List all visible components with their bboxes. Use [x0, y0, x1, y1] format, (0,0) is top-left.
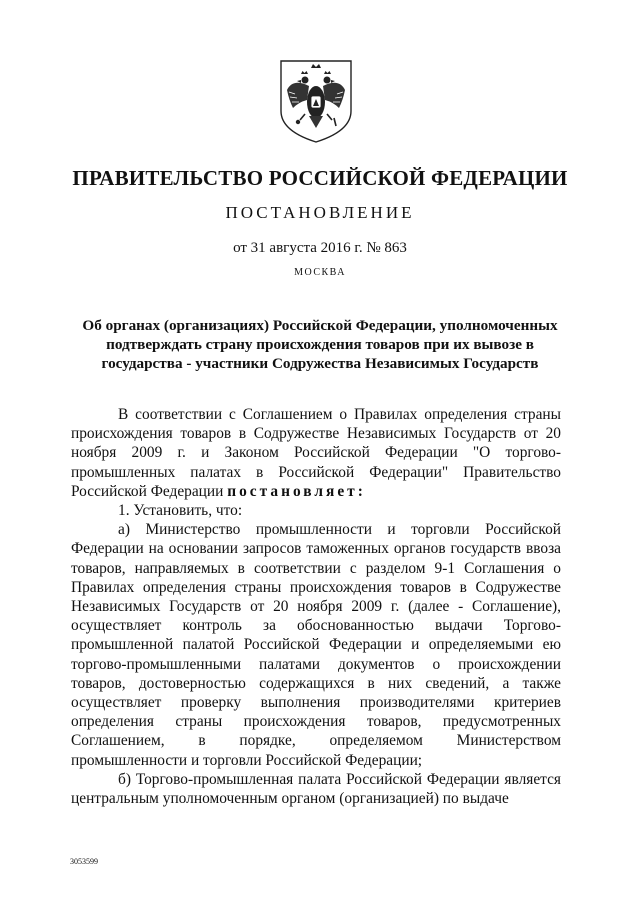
document-code: 3053599	[70, 857, 98, 866]
document-type: ПОСТАНОВЛЕНИЕ	[225, 203, 415, 222]
date-and-number: от 31 августа 2016 г. № 863	[233, 240, 407, 256]
resolves-word: постановляет:	[227, 482, 366, 500]
city: МОСКВА	[294, 267, 346, 278]
item-a: а) Министерство промышленности и торговли Российской Федерации на основании запросов таможенных органов государств ввоза товаров, направляемых в соответствии с разделом 9-1 Соглашения о Правилах определения страны происхождения товаров в Содружестве Независимых Государств от 20 ноября 2009 г. (далее - Соглашение), осуществляет контроль за обоснованностью выдачи Торгово-промышленной палатой Российской Федерации и определяемыми ею торгово-промышленными палатами документов о происхождении товаров, достоверностью содержащихся в них сведений, а также осуществляет проверку выполнения производителями критериев определения страны происхождения товаров, предусмотренных Соглашением, в порядке, определяемом Министерством промышленности и торговли Российской Федерации;	[71, 521, 561, 769]
item-1: 1. Установить, что:	[118, 502, 243, 520]
document-body	[71, 405, 561, 808]
item-b: б) Торгово-промышленная палата Российской Федерации является центральным уполномоченным органом (организацией) по выдаче	[71, 770, 561, 808]
document-heading: Об органах (организациях) Российской Федерации, уполномоченных подтверждать страну происхождения товаров при их вывозе в государства - участники Содружества Независимых Государств	[82, 317, 558, 372]
double-headed-eagle-icon	[271, 56, 361, 146]
intro-text: В соответствии с Соглашением о Правилах определения страны происхождения товаров в Содружестве Независимых Государств от 20 ноября 2009 г. и Законом Российской Федерации "О торгово-промышленных палатах в Российской Федерации" Правительство Российской Федерации	[71, 406, 561, 500]
intro-paragraph	[71, 405, 561, 501]
government-title: ПРАВИТЕЛЬСТВО РОССИЙСКОЙ ФЕДЕРАЦИИ	[72, 166, 568, 190]
